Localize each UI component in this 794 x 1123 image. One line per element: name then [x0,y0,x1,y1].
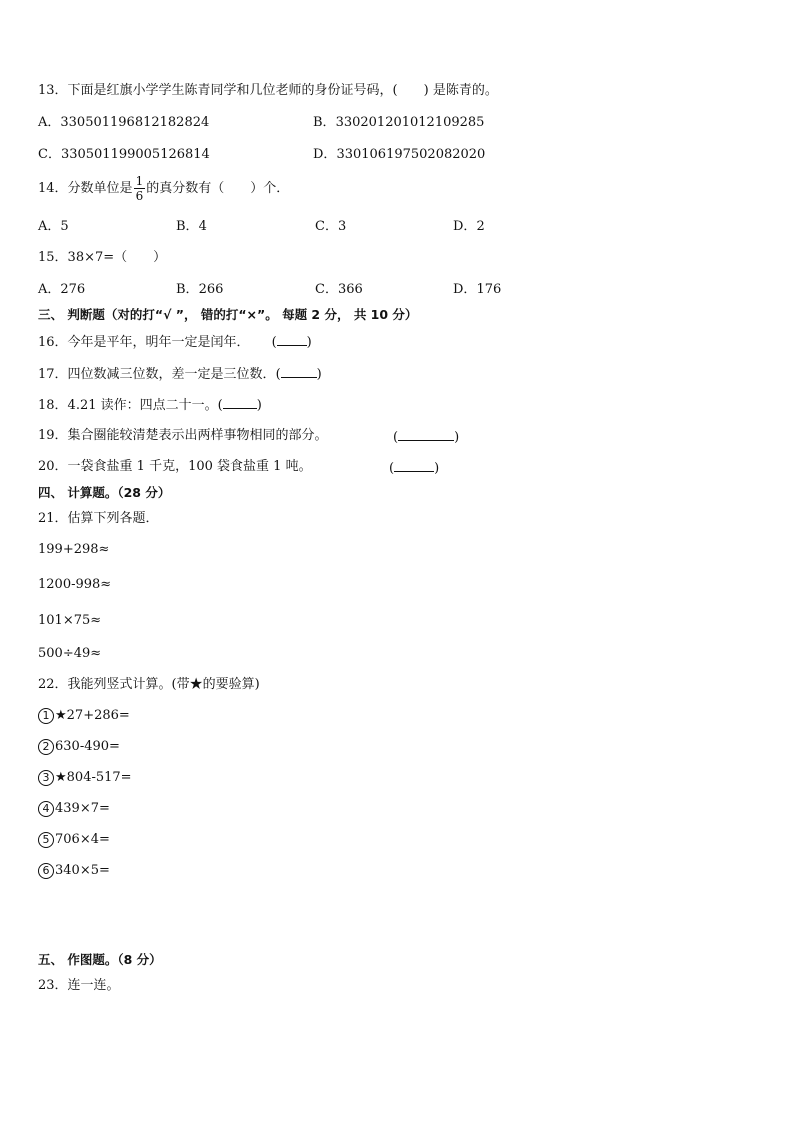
section-heading-calculation: 四、 计算题。（28 分） [38,485,171,500]
option-d [313,146,485,164]
option-text: 176 [476,282,502,297]
option-d [453,218,485,236]
estimate-item: 500÷49≈ [38,646,102,661]
question-stem: 4.21 读作：四点二十一。 [67,398,218,413]
question-22 [38,676,260,694]
option-label: B． [313,115,336,130]
option-text: 266 [198,282,224,297]
circled-number: 1 [38,708,54,724]
option-label: D． [313,147,337,162]
option-label: C． [315,282,338,297]
option-text: 330106197502082020 [336,147,486,162]
option-a [38,281,85,299]
estimate-item: 101×75≈ [38,613,102,628]
calc-item [38,769,132,787]
answer-blank[interactable]: ( ) [389,458,439,478]
question-stem: 38×7=（ ） [67,250,167,265]
question-18 [38,395,262,415]
option-b [176,281,223,299]
option-text: 3 [337,219,347,234]
section-heading-drawing: 五、 作图题。（8 分） [38,952,162,967]
question-number: 22． [38,677,68,692]
calc-expression: 630-490= [55,739,120,754]
question-15 [38,249,166,267]
calc-expression: 439×7= [55,801,110,816]
estimate-item: 199+298≈ [38,542,110,557]
option-text: 276 [60,282,86,297]
question-number: 14． [38,181,68,196]
question-stem: 今年是平年，明年一定是闰年． [67,335,250,350]
calc-item [38,800,110,818]
question-13 [38,82,498,100]
option-text: 366 [337,282,363,297]
option-a [38,218,69,236]
option-text: 5 [60,219,69,234]
option-c [315,281,363,299]
question-17 [38,364,322,384]
calc-expression: 340×5= [55,863,110,878]
calc-expression: ★804-517= [55,770,132,785]
calc-item [38,862,110,880]
question-stem: 下面是红旗小学学生陈青同学和几位老师的身份证号码，( ) 是陈青的。 [67,83,498,98]
question-stem: 四位数减三位数，差一定是三位数． [67,367,276,382]
question-number: 23． [38,978,68,993]
question-23 [38,977,120,995]
option-b [313,114,484,132]
option-text: 4 [198,219,207,234]
section-heading-judgement: 三、 判断题（对的打“√ ”， 错的打“×”。 每题 2 分， 共 10 分） [38,307,418,322]
option-label: D． [453,282,477,297]
option-text: 2 [476,219,485,234]
question-number: 15． [38,250,68,265]
question-stem: 一袋食盐重 1 千克，100 袋食盐重 1 吨。 [67,459,312,474]
option-label: A． [38,219,61,234]
option-label: C． [38,147,61,162]
calc-item [38,707,130,725]
circled-number: 3 [38,770,54,786]
question-number: 17． [38,367,68,382]
question-number: 19． [38,428,68,443]
option-text: 330501196812182824 [60,115,210,130]
question-stem: 集合圈能较清楚表示出两样事物相同的部分。 [67,428,328,443]
option-label: C． [315,219,338,234]
question-19 [38,427,328,445]
circled-number: 2 [38,739,54,755]
answer-blank[interactable]: ( ) [276,367,322,382]
calc-expression: 706×4= [55,832,110,847]
question-number: 18． [38,398,68,413]
estimate-item: 1200-998≈ [38,577,112,592]
answer-blank[interactable]: ( ) [272,335,312,350]
question-16 [38,332,312,352]
option-label: B． [176,282,199,297]
question-21 [38,510,159,528]
answer-blank[interactable]: ( ) [218,398,262,413]
option-label: A． [38,115,61,130]
option-c [38,146,210,164]
option-text: 330201201012109285 [335,115,485,130]
circled-number: 5 [38,832,54,848]
question-20 [38,458,312,476]
option-label: A． [38,282,61,297]
option-label: D． [453,219,477,234]
question-stem: 我能列竖式计算。(带★的要验算) [67,677,260,692]
circled-number: 6 [38,863,54,879]
question-stem-end: 的真分数有（ ）个． [146,181,290,196]
answer-blank[interactable]: ( ) [393,427,459,447]
question-number: 20． [38,459,68,474]
calc-item [38,738,120,756]
option-b [176,218,207,236]
option-label: B． [176,219,199,234]
fraction-denominator: 6 [135,189,144,203]
fraction-numerator: 1 [135,174,144,188]
question-number: 13． [38,83,68,98]
question-14 [38,172,289,206]
option-a [38,114,209,132]
question-stem: 估算下列各题． [67,511,159,526]
question-number: 16． [38,335,68,350]
option-text: 330501199005126814 [60,147,210,162]
question-stem: 连一连。 [67,978,120,993]
question-number: 21． [38,511,68,526]
calc-item [38,831,110,849]
circled-number: 4 [38,801,54,817]
fraction [134,174,146,203]
option-d [453,281,501,299]
question-stem-start: 分数单位是 [67,181,133,196]
option-c [315,218,346,236]
calc-expression: ★27+286= [55,708,130,723]
